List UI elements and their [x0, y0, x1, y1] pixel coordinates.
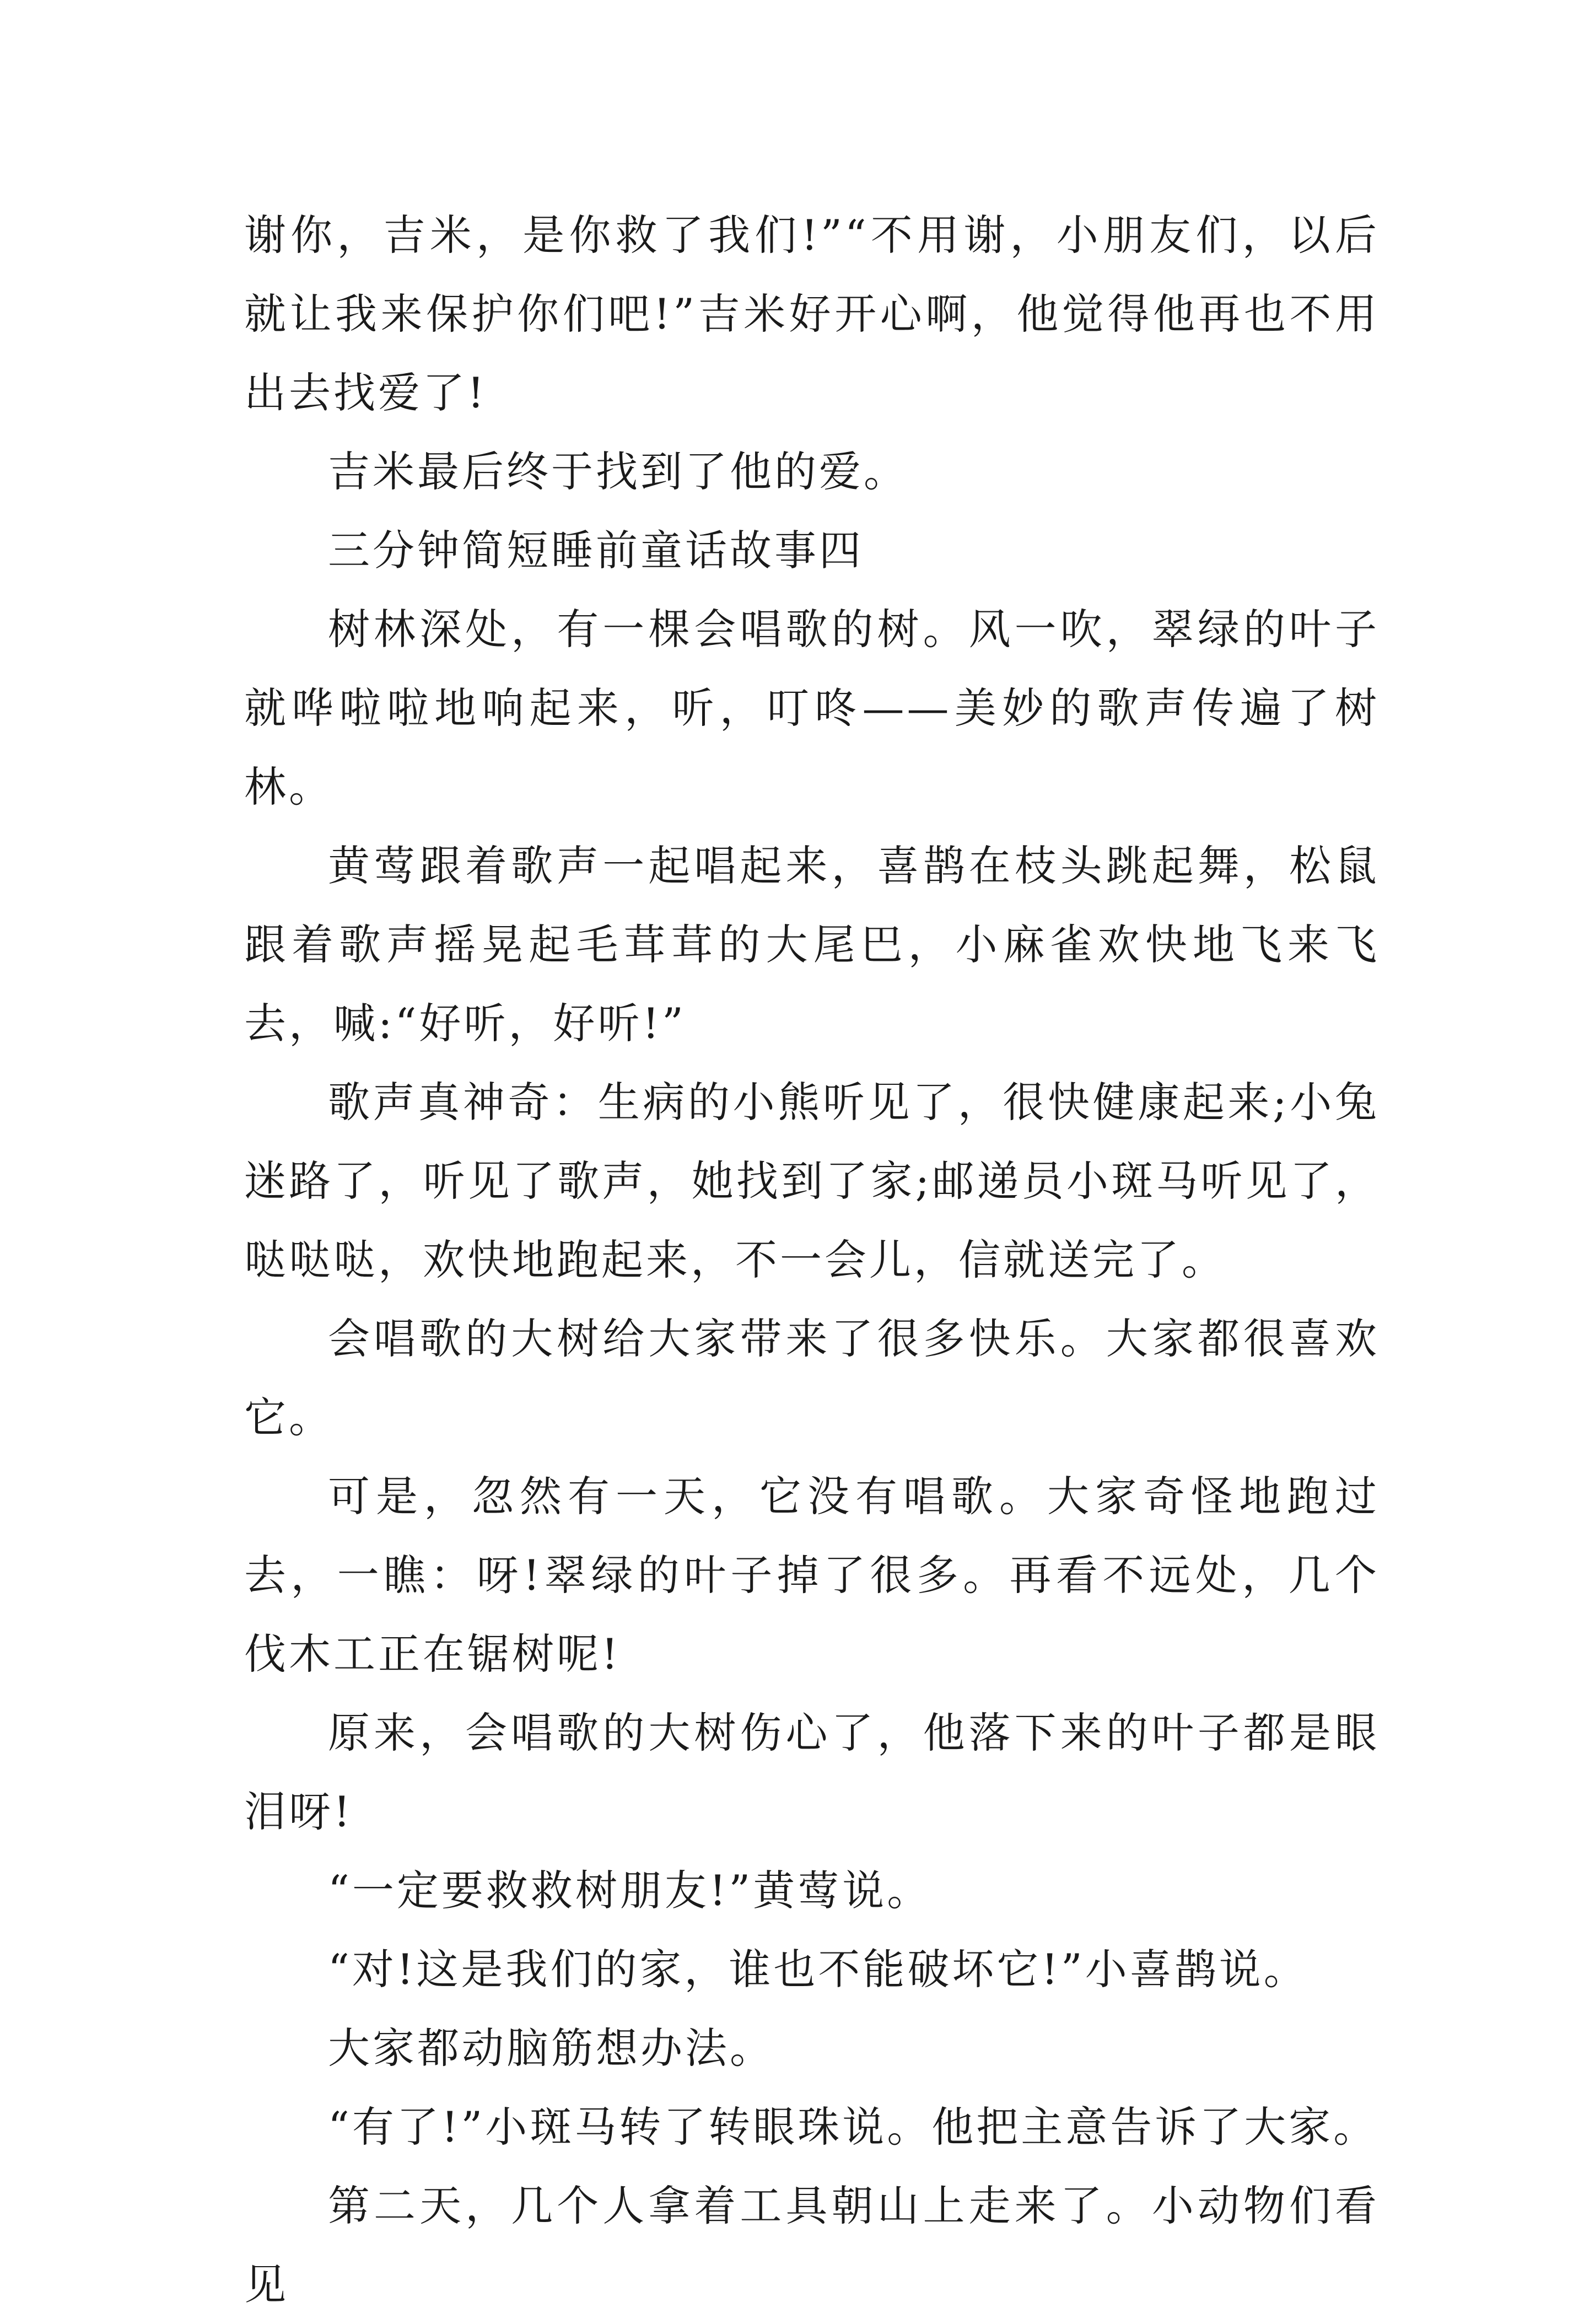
- paragraph: 可是，忽然有一天，它没有唱歌。大家奇怪地跑过去，一瞧：呀!翠绿的叶子掉了很多。再看不远处，几个伐木工正在锯树呢!: [244, 1472, 1380, 1679]
- paragraph-continued: 谢你，吉米，是你救了我们!”“不用谢，小朋友们，以后就让我来保护你们吧!”吉米好开心啊，他觉得他再也不用出去找爱了!: [244, 211, 1380, 417]
- paragraph: 树林深处，有一棵会唱歌的树。风一吹，翠绿的叶子就哗啦啦地响起来，听，叮咚——美妙的歌声传遍了树林。: [244, 605, 1380, 811]
- paragraph: 歌声真神奇：生病的小熊听见了，很快健康起来;小兔迷路了，听见了歌声，她找到了家;邮递员小斑马听见了，哒哒哒，欢快地跑起来，不一会儿，信就送完了。: [244, 1078, 1380, 1284]
- paragraph: “对!这是我们的家，谁也不能破坏它!”小喜鹊说。: [328, 1945, 1308, 1994]
- paragraph: 黄莺跟着歌声一起唱起来，喜鹊在枝头跳起舞，松鼠跟着歌声摇晃起毛茸茸的大尾巴，小麻雀欢快地飞来飞去，喊:“好听，好听!”: [244, 841, 1380, 1048]
- paragraph: 吉米最后终于找到了他的爱。: [328, 447, 908, 496]
- paragraph: “一定要救救树朋友!”黄莺说。: [328, 1866, 932, 1915]
- paragraph: 第二天，几个人拿着工具朝山上走来了。小动物们看见: [244, 2181, 1380, 2309]
- story-text: [244, 196, 1380, 2324]
- story-title: 三分钟简短睡前童话故事四: [328, 526, 864, 575]
- paragraph: “有了!”小斑马转了转眼珠说。他把主意告诉了大家。: [328, 2102, 1378, 2151]
- paragraph: 会唱歌的大树给大家带来了很多快乐。大家都很喜欢它。: [244, 1314, 1380, 1442]
- paragraph: 大家都动脑筋想办法。: [328, 2024, 774, 2073]
- paragraph: 原来，会唱歌的大树伤心了，他落下来的叶子都是眼泪呀!: [244, 1708, 1380, 1836]
